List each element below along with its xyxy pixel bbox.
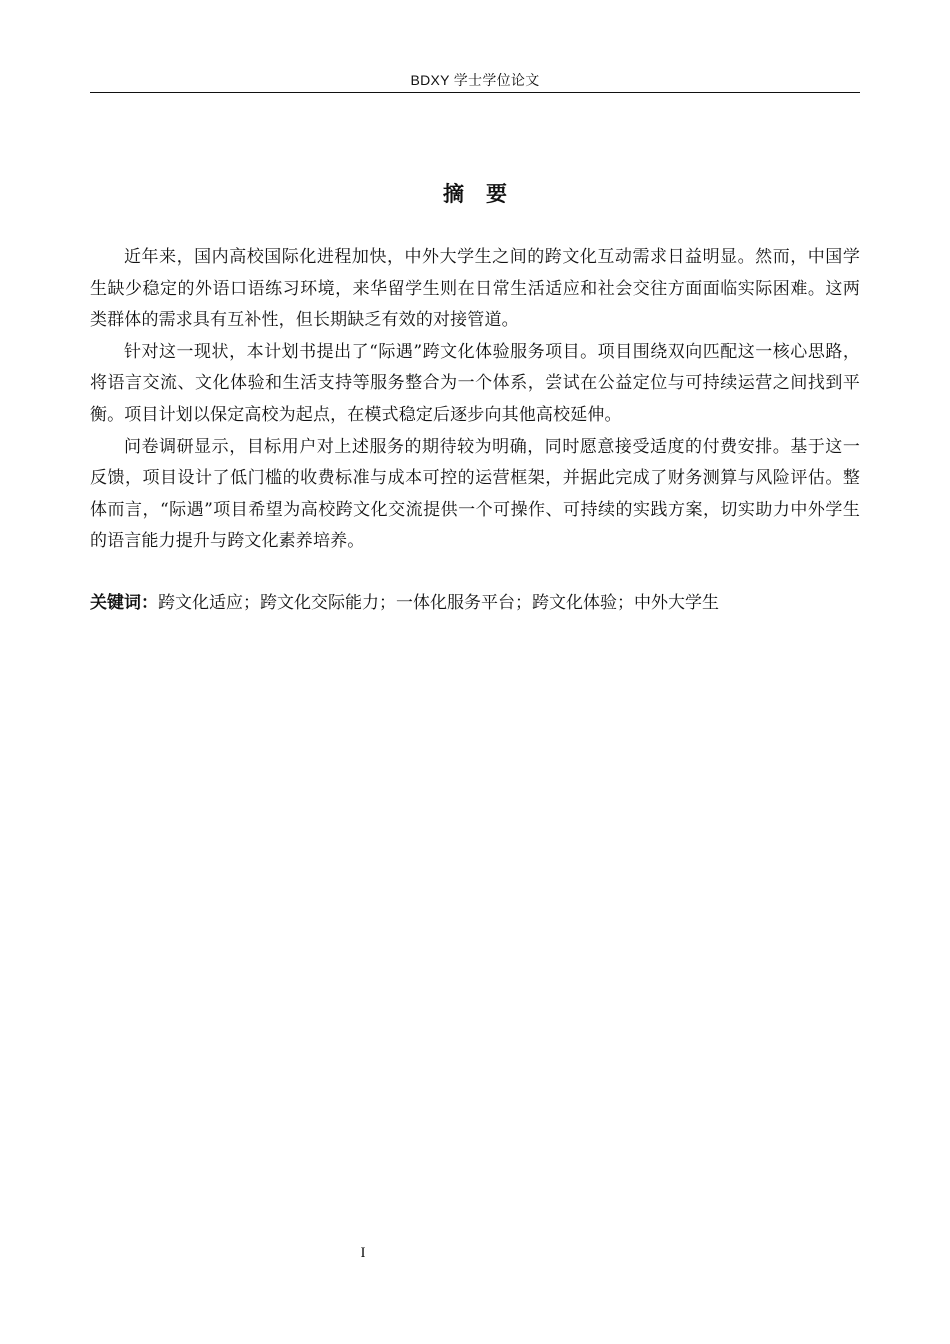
keywords-label: 关键词： xyxy=(90,593,158,613)
abstract-paragraph-1: 近年来，国内高校国际化进程加快，中外大学生之间的跨文化互动需求日益明显。然而，中国学生缺少稳定的外语口语练习环境，来华留学生则在日常生活适应和社会交往方面面临实际困难。这两类群体的需求具有互补性，但长期缺乏有效的对接管道。 xyxy=(90,247,860,331)
abstract-title-part2: 要 xyxy=(486,182,507,206)
abstract-title-part1: 摘 xyxy=(443,182,464,206)
abstract-body xyxy=(90,242,860,558)
abstract-paragraph-3: 问卷调研显示，目标用户对上述服务的期待较为明确，同时愿意接受适度的付费安排。基于这一反馈，项目设计了低门槛的收费标准与成本可控的运营框架，并据此完成了财务测算与风险评估。整体而言，“际遇”项目希望为高校跨文化交流提供一个可操作、可持续的实践方案，切实助力中外学生的语言能力提升与跨文化素养培养。 xyxy=(90,436,860,552)
abstract-title xyxy=(90,178,860,208)
page-number: I xyxy=(360,1245,366,1261)
keywords-line xyxy=(90,588,860,618)
keywords-text: 跨文化适应；跨文化交际能力；一体化服务平台；跨文化体验；中外大学生 xyxy=(158,593,719,613)
header-text: BDXY 学士学位论文 xyxy=(410,72,540,88)
page-header xyxy=(90,64,860,93)
abstract-paragraph-2: 针对这一现状，本计划书提出了“际遇”跨文化体验服务项目。项目围绕双向匹配这一核心思路，将语言交流、文化体验和生活支持等服务整合为一个体系，尝试在公益定位与可持续运营之间找到平衡。项目计划以保定高校为起点，在模式稳定后逐步向其他高校延伸。 xyxy=(90,341,860,425)
